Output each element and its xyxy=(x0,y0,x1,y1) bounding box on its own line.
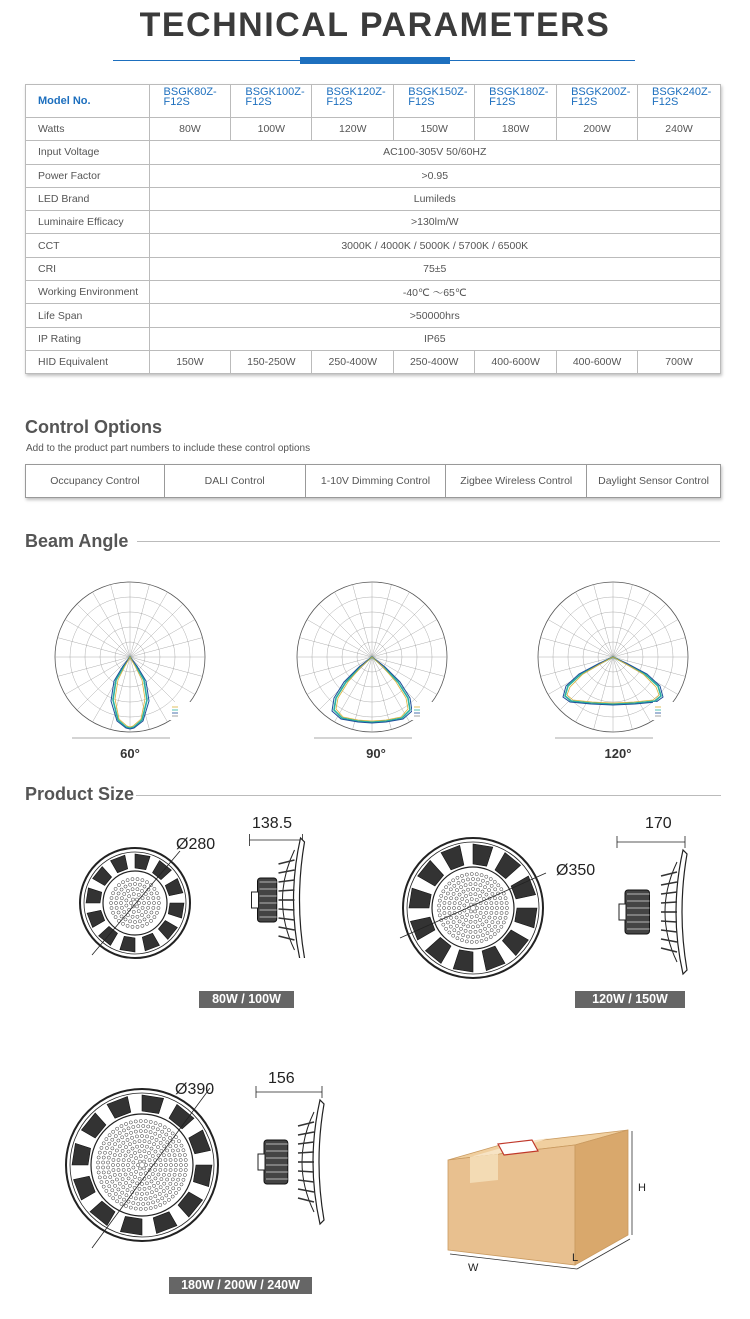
size-model-label: 80W / 100W xyxy=(199,991,294,1008)
row-label: HID Equivalent xyxy=(26,350,150,373)
polar-diagram-60 xyxy=(52,570,208,742)
section-divider xyxy=(137,541,720,542)
beam-angle-label: 90° xyxy=(366,746,386,761)
row-label: Working Environment xyxy=(26,281,150,304)
model-cell: BSGK100Z- F12S xyxy=(231,85,312,118)
table-cell: 150W xyxy=(149,350,231,373)
row-label: Watts xyxy=(26,118,150,141)
table-cell: 700W xyxy=(638,350,721,373)
table-cell: 150W xyxy=(394,118,475,141)
table-cell: >130lm/W xyxy=(149,211,720,234)
table-cell: 3000K / 4000K / 5000K / 5700K / 6500K xyxy=(149,234,720,257)
lamp-side-view xyxy=(600,820,700,980)
model-cell: BSGK240Z- F12S xyxy=(638,85,721,118)
table-row xyxy=(26,187,721,210)
product-size-title: Product Size xyxy=(25,784,135,804)
row-label: Life Span xyxy=(26,304,150,327)
parameters-table xyxy=(25,84,721,374)
diameter-label: Ø390 xyxy=(175,1081,215,1098)
section-divider xyxy=(136,795,721,796)
table-cell: 150-250W xyxy=(231,350,312,373)
table-cell: 250-400W xyxy=(394,350,475,373)
lamp-side-view xyxy=(243,1070,333,1250)
diameter-label: Ø280 xyxy=(176,836,216,853)
control-option: Occupancy Control xyxy=(26,465,165,498)
table-row xyxy=(26,164,721,187)
table-row xyxy=(26,281,721,304)
polar-legend xyxy=(412,702,438,720)
row-label: Input Voltage xyxy=(26,141,150,164)
box-width-label: W xyxy=(468,1262,479,1274)
table-cell: AC100-305V 50/60HZ xyxy=(149,141,720,164)
diameter-label: Ø350 xyxy=(556,862,596,879)
control-option: Zigbee Wireless Control xyxy=(446,465,587,498)
table-row xyxy=(26,257,721,280)
lamp-front-view xyxy=(62,1080,222,1250)
row-label: CCT xyxy=(26,234,150,257)
table-cell: Lumileds xyxy=(149,187,720,210)
row-label: Luminaire Efficacy xyxy=(26,211,150,234)
control-option: Daylight Sensor Control xyxy=(587,465,721,498)
model-cell: BSGK150Z- F12S xyxy=(394,85,475,118)
table-cell: >50000hrs xyxy=(149,304,720,327)
polar-diagram-120 xyxy=(535,570,691,742)
row-label: LED Brand xyxy=(26,187,150,210)
table-row xyxy=(26,327,721,350)
table-cell: -40℃ ～65℃ xyxy=(149,281,720,304)
box-length-label: L xyxy=(572,1252,579,1264)
table-cell: 240W xyxy=(638,118,721,141)
table-cell: 200W xyxy=(557,118,638,141)
model-cell: BSGK180Z- F12S xyxy=(475,85,557,118)
table-cell: 400-600W xyxy=(475,350,557,373)
carton-box-illustration xyxy=(440,1125,660,1275)
model-cell: BSGK120Z- F12S xyxy=(312,85,394,118)
table-row xyxy=(26,234,721,257)
beam-angle-label: 60° xyxy=(120,746,140,761)
title-accent-bar xyxy=(300,57,450,64)
control-options-table xyxy=(25,464,721,498)
beam-angle-label: 120° xyxy=(604,746,632,761)
row-label: IP Rating xyxy=(26,327,150,350)
row-label: CRI xyxy=(26,257,150,280)
depth-label: 170 xyxy=(645,815,672,832)
size-model-label: 120W / 150W xyxy=(575,991,685,1008)
table-row xyxy=(26,211,721,234)
depth-label: 156 xyxy=(268,1070,295,1087)
polar-diagram-90 xyxy=(294,570,450,742)
table-row xyxy=(26,141,721,164)
page-title: TECHNICAL PARAMETERS xyxy=(139,6,611,44)
table-cell: 120W xyxy=(312,118,394,141)
polar-legend xyxy=(653,702,679,720)
table-cell: 75±5 xyxy=(149,257,720,280)
size-model-label: 180W / 200W / 240W xyxy=(169,1277,312,1294)
beam-angle-title: Beam Angle xyxy=(25,531,129,551)
box-height-label: H xyxy=(638,1182,646,1194)
table-cell: >0.95 xyxy=(149,164,720,187)
polar-legend xyxy=(170,702,196,720)
lamp-front-view xyxy=(70,838,200,968)
watts-row xyxy=(26,118,721,141)
model-cell: BSGK200Z- F12S xyxy=(557,85,638,118)
table-cell: 80W xyxy=(149,118,231,141)
model-label: Model No. xyxy=(26,85,150,118)
table-cell: 400-600W xyxy=(557,350,638,373)
model-cell: BSGK80Z- F12S xyxy=(149,85,231,118)
lamp-side-view xyxy=(240,818,310,958)
row-label: Power Factor xyxy=(26,164,150,187)
table-cell: 250-400W xyxy=(312,350,394,373)
lamp-front-view xyxy=(398,833,548,983)
table-cell: 180W xyxy=(475,118,557,141)
hid-row xyxy=(26,350,721,373)
model-row xyxy=(26,85,721,118)
control-option: DALI Control xyxy=(164,465,305,498)
table-cell: IP65 xyxy=(149,327,720,350)
depth-label: 138.5 xyxy=(252,815,293,832)
control-option: 1-10V Dimming Control xyxy=(305,465,446,498)
control-options-subtitle: Add to the product part numbers to include these control options xyxy=(26,443,311,454)
table-cell: 100W xyxy=(231,118,312,141)
control-options-title: Control Options xyxy=(25,417,162,437)
table-row xyxy=(26,304,721,327)
